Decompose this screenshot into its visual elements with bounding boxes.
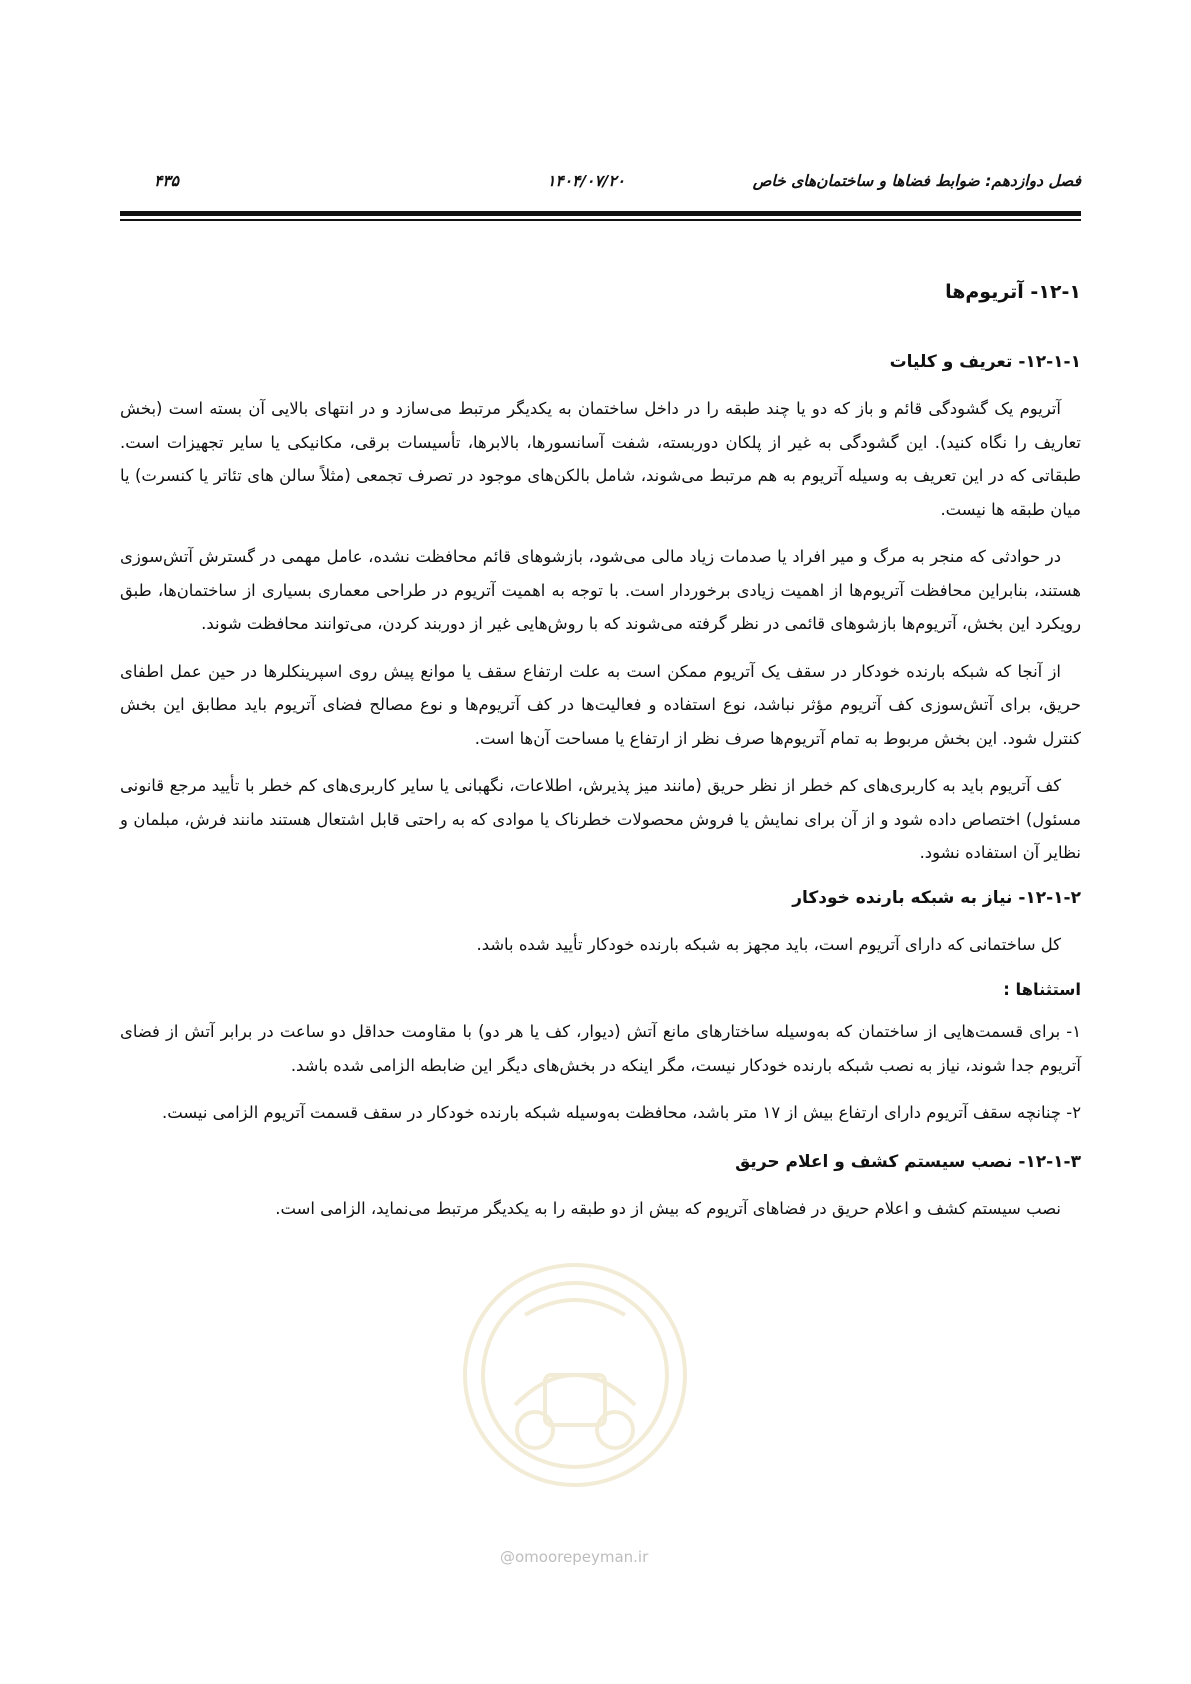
paragraph: کل ساختمانی که دارای آتریوم است، باید مجهز به شبکه بارنده خودکار تأیید شده باشد. (476, 934, 1061, 954)
page-number: ۴۳۵ (154, 172, 179, 190)
watermark-text: @omoorepeyman.ir (500, 1548, 649, 1566)
exception-item: ۲- چنانچه سقف آتریوم دارای ارتفاع بیش از ۱۷ متر باشد، محافظت به‌وسیله شبکه بارنده خودکار در سقف قسمت آتریوم الزامی نیست. (162, 1103, 1081, 1122)
header-date: ۱۴۰۴/۰۷/۲۰ (547, 172, 625, 190)
paragraph: کف آتریوم باید به کاربری‌های کم خطر از نظر حریق (مانند میز پذیرش، اطلاعات، نگهبانی یا سایر کاربری‌های کم خطر با تأیید مرجع قانونی مسئول) اختصاص داده شود و از آن برای نمایش یا فروش محصولات خطرناک یا موادی که به راحتی قابل اشتعال هستند مانند فرش، مبلمان و نظایر آن استفاده نشود. (120, 776, 1081, 862)
paragraph: از آنجا که شبکه بارنده خودکار در سقف یک آتریوم ممکن است به علت ارتفاع سقف یا موانع پیش روی اسپرینکلرها در حین عمل اطفای حریق، برای آتش‌سوزی کف آتریوم مؤثر نباشد، نوع استفاده و فعالیت‌ها در کف آتریوم‌ها و نوع مصالح فضای آتریوم باید مطابق این بخش کنترل شود. این بخش مربوط به تمام آتریوم‌ها صرف نظر از ارتفاع یا مساحت آن‌ها است. (120, 661, 1081, 748)
header-rule-thick (120, 211, 1081, 216)
page-content (120, 278, 1081, 1239)
paragraph: در حوادثی که منجر به مرگ و میر افراد یا صدمات زیاد مالی می‌شود، بازشوهای قائم محافظت نشده، عامل مهمی در گسترش آتش‌سوزی هستند، بنابراین محافظت آتریوم‌ها از اهمیت زیادی برخوردار است. با توجه به اهمیت آتریوم در طراحی معماری بسیاری از ساختمان‌ها، طبق رویکرد این بخش، آتریوم‌ها بازشوهای قائمی در نظر گرفته می‌شوند که با روش‌هایی غیر از دوربند کردن، می‌توانند محافظت شوند. (120, 547, 1081, 633)
subsection-heading-3: ۱۲-۱-۳- نصب سیستم کشف و اعلام حریق (735, 1151, 1081, 1172)
section-heading: ۱۲-۱- آتریوم‌ها (945, 281, 1081, 303)
document-page (120, 0, 1081, 1684)
exceptions-heading: استثناها : (1003, 980, 1081, 999)
subsection-heading-1: ۱۲-۱-۱- تعریف و کلیات (889, 352, 1081, 372)
page-header (120, 172, 1081, 198)
header-rule-thin (120, 219, 1081, 221)
paragraph: نصب سیستم کشف و اعلام حریق در فضاهای آتریوم که بیش از دو طبقه را به یکدیگر مرتبط می‌نماید، الزامی است. (275, 1198, 1061, 1218)
subsection-heading-2: ۱۲-۱-۲- نیاز به شبکه بارنده خودکار (792, 887, 1081, 908)
exception-item: ۱- برای قسمت‌هایی از ساختمان که به‌وسیله ساختارهای مانع آتش (دیوار، کف یا هر دو) با مقاومت حداقل دو ساعت در برابر آتش از فضای آتریوم جدا شوند، نیاز به نصب شبکه بارنده خودکار نیست، مگر اینکه در بخش‌های دیگر این ضابطه الزامی شده باشد. (120, 1022, 1081, 1075)
paragraph: آتریوم یک گشودگی قائم و باز که دو یا چند طبقه را در داخل ساختمان به یکدیگر مرتبط می‌سازد و در انتهای بالایی آن بسته است (بخش تعاریف را نگاه کنید). این گشودگی به غیر از پلکان دوربسته، شفت آسانسورها، بالابرها، تأسیسات برقی، مکانیکی یا سایر تجهیزات است. طبقاتی که در این تعریف به وسیله آتریوم به هم مرتبط می‌شوند، شامل بالکن‌های موجود در تصرف تجمعی (مثلاً سالن های تئاتر یا کنسرت) یا میان طبقه ها نیست. (120, 399, 1081, 519)
chapter-title: فصل دوازدهم: ضوابط فضاها و ساختمان‌های خاص (752, 172, 1081, 190)
